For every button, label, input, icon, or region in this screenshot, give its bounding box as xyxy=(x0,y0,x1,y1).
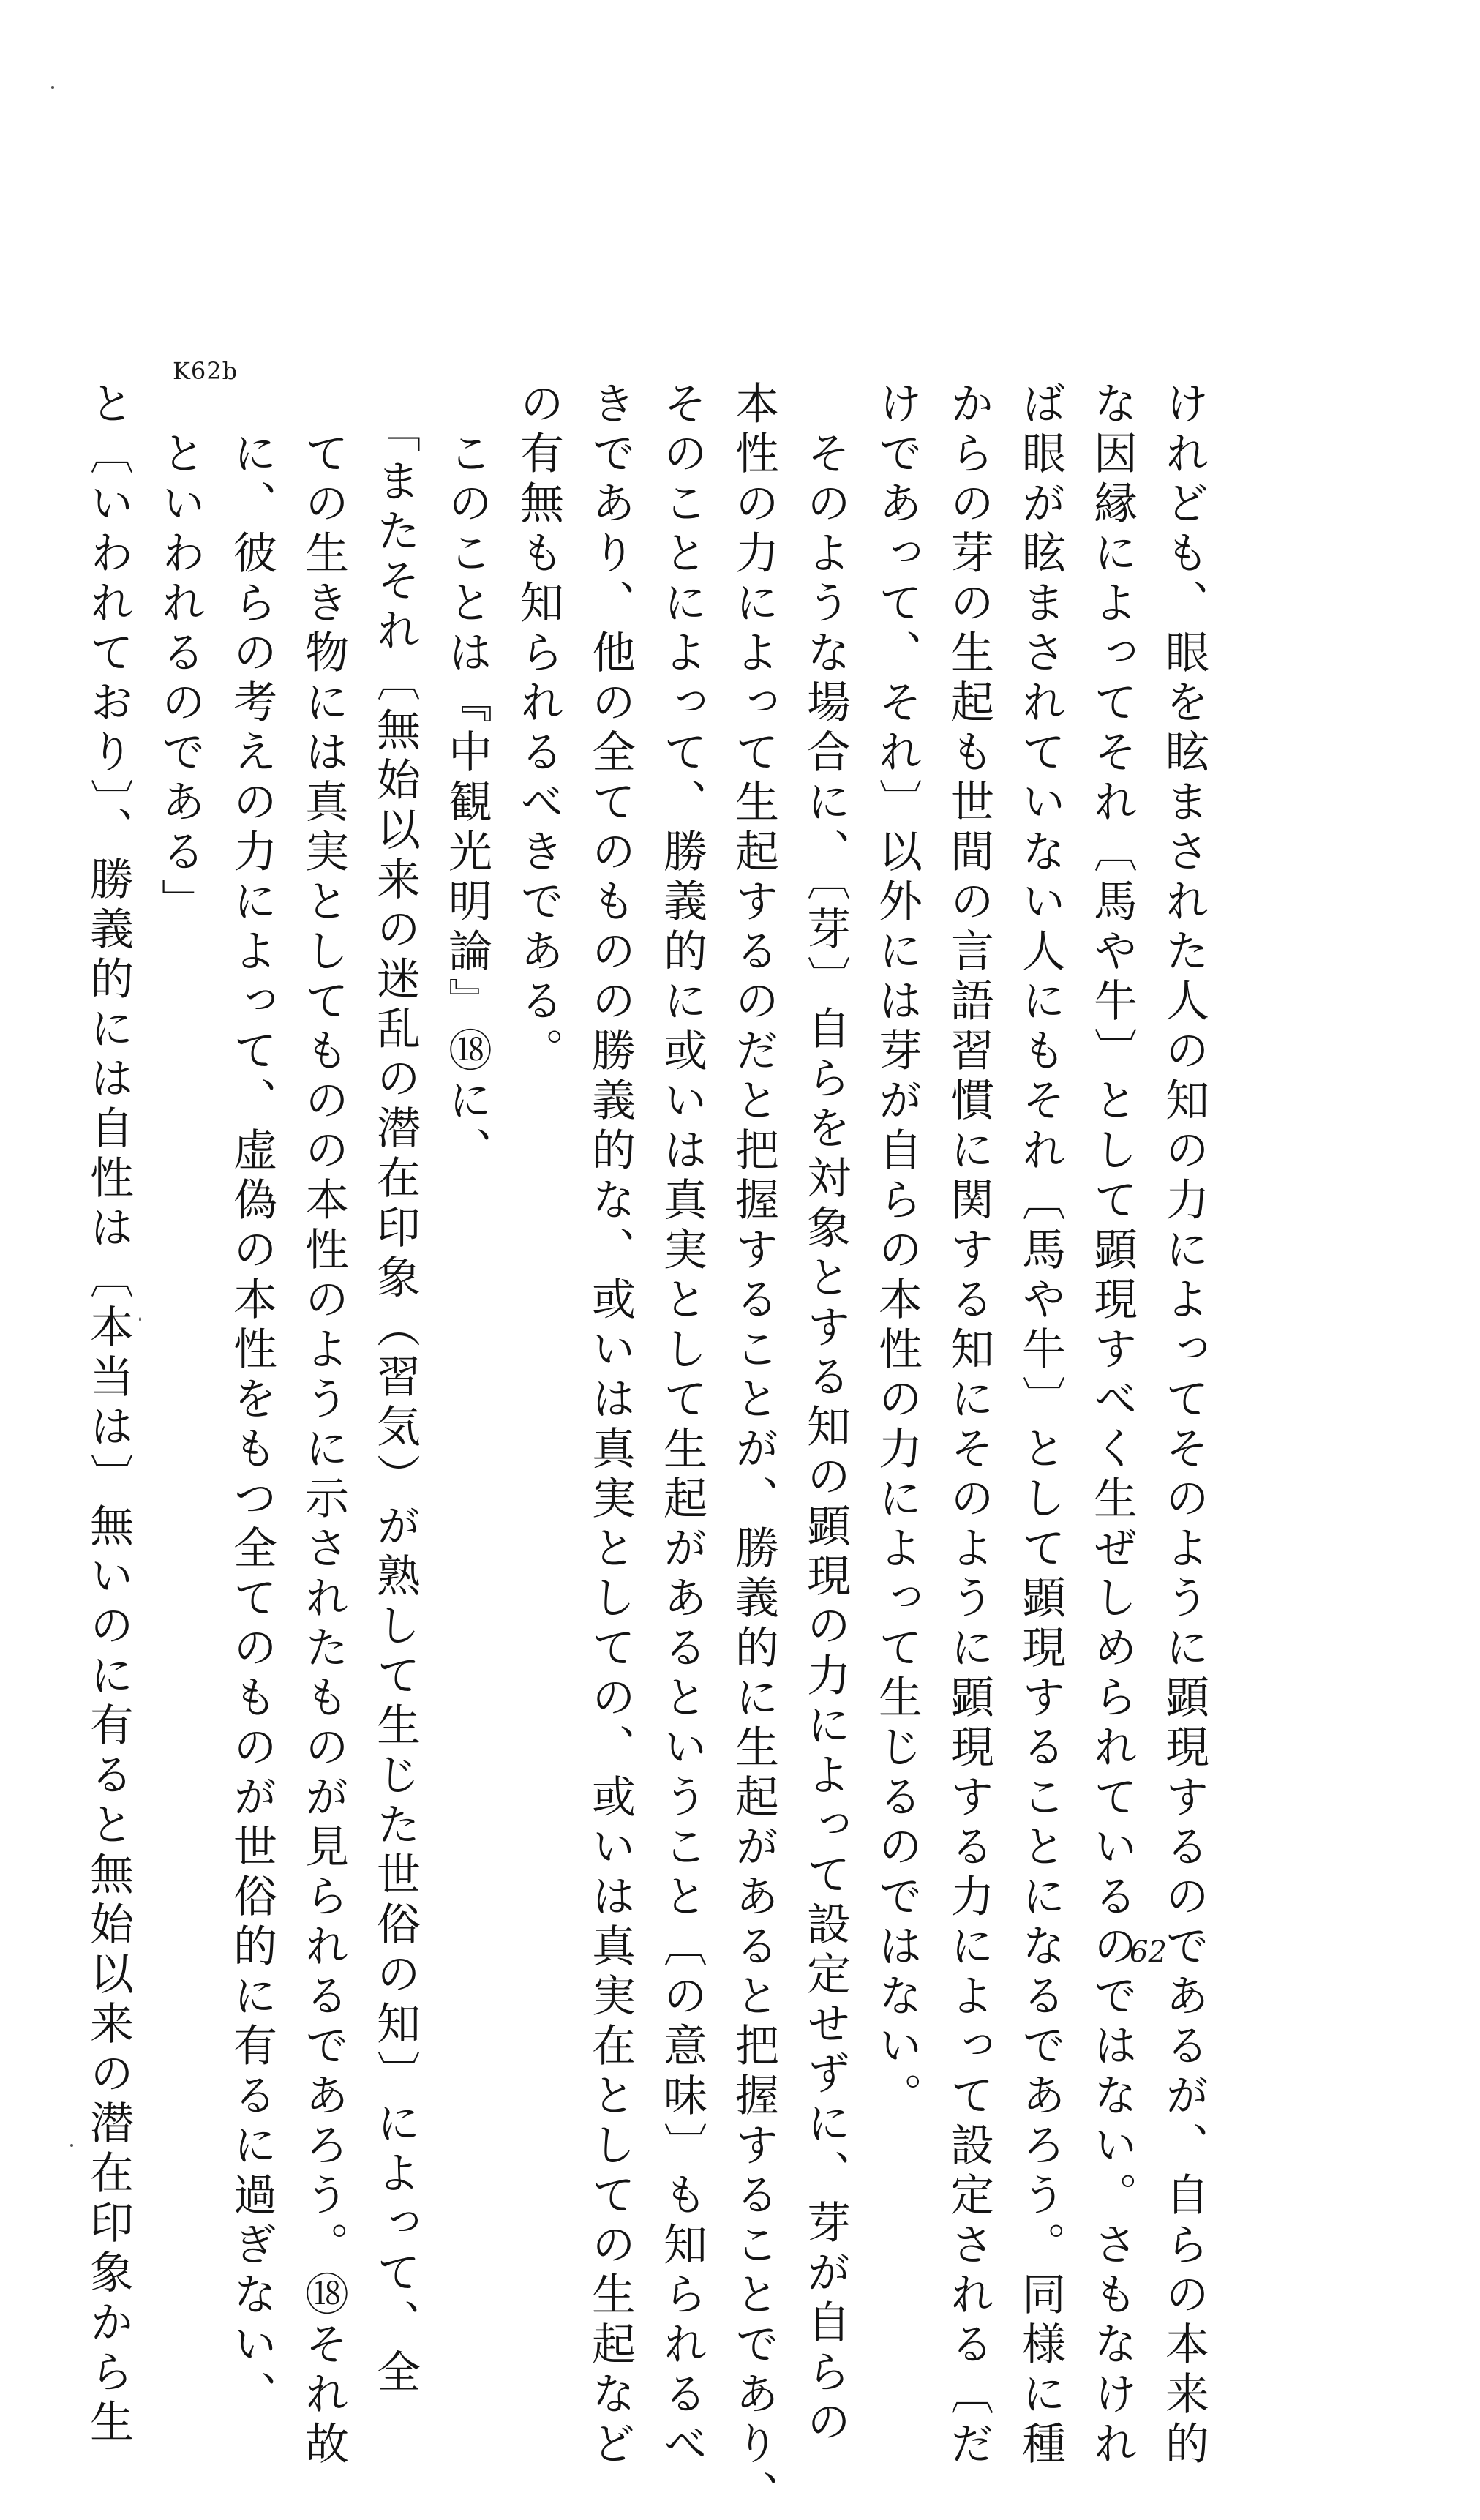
text-line: けであって、それ〕以外には芽が自らの本性の力によって生じるのではない。 xyxy=(871,380,923,2122)
quote-line: といわれるのである」 xyxy=(154,380,206,928)
text-line: 本性の力によって生起するのだと把握することが、勝義的に生起があると把握することであり、 xyxy=(728,380,779,2520)
scan-speck xyxy=(51,86,54,89)
text-line: そのことによって、勝義的に或いは真実として生起があるということ〔の意味〕も知られるべ xyxy=(656,380,707,2470)
text-line: からの芽の生起も世間の言語習慣に関する知にそのように顕現する力によって設定される〔だ xyxy=(943,380,994,2470)
quote-line: に、彼らの考えの力によって、虚偽の本性をもつ全てのものが世俗的に有るに過ぎない、 xyxy=(226,380,277,2420)
text-line: けれども、眼を眩まされた人の知の力によってそのように顕現するのであるが、自らの本来的 xyxy=(1158,380,1209,2470)
quote-line: 「またそれ〔無始以来の迷乱の潜在印象（習気）が熟して生じた世俗の知〕によって、全 xyxy=(369,380,421,2399)
text-line: の有無も知られるべきである。 xyxy=(513,380,564,1077)
text-line: ば眼が眩まされていない人にもそれ〔馬や牛〕として顕現することになるであろう。同様に種 xyxy=(1015,380,1066,2470)
scan-speck xyxy=(70,2144,73,2147)
marginal-reference: K62b xyxy=(173,357,238,385)
text-line: きであり、他の全てのものの勝義的な、或いは真実としての、或いは真実在としての生起など xyxy=(585,380,636,2470)
text-line: と〔いわれており〕、勝義的には自性は〔本当は〕無いのに有ると無始以来の潜在印象から生 xyxy=(83,380,134,2448)
text-line: そのような場合に、〔芽〕自らを対象とする知の顕現の力によって設定せずに、芽が自らの xyxy=(800,380,851,2448)
text-line: な因縁によってそれ〔馬や牛〕として顕現すべく生ぜしめられているのではない。さもなけれ xyxy=(1086,380,1138,2470)
quote-line: ての生き物には真実としてものの本性のように示されたものが見られるであろう。⑱それ故 xyxy=(298,380,349,2470)
page-number: 62 xyxy=(1130,1935,1167,1969)
scan-speck xyxy=(139,1317,141,1321)
text-line: このことは『中観光明論』⑱に、 xyxy=(441,380,492,1177)
